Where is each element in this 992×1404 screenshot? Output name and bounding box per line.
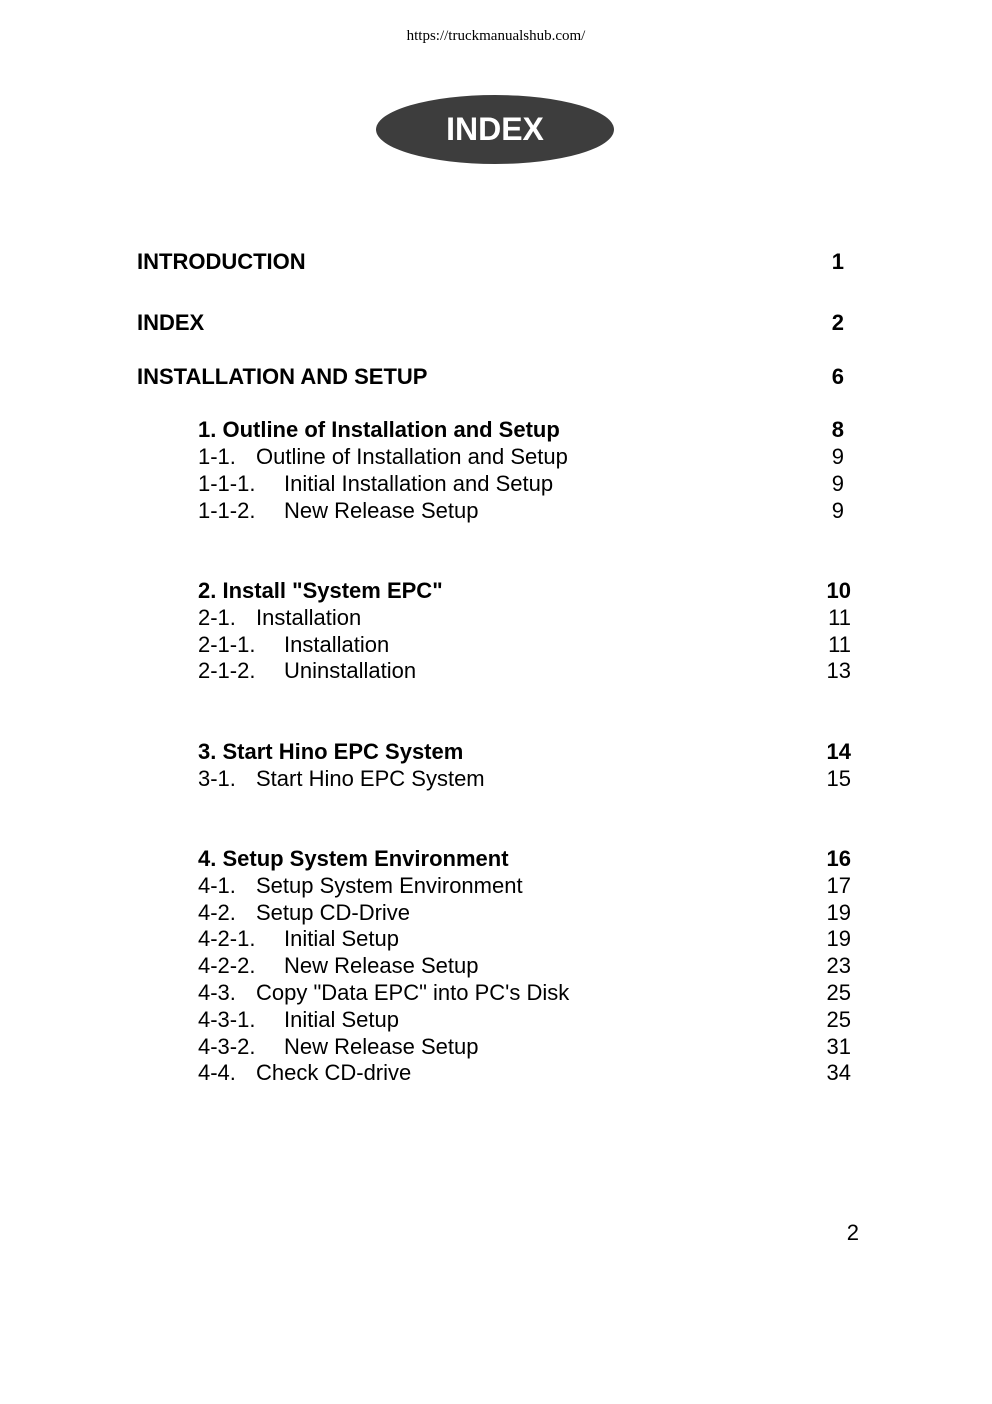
toc-page-number: 17 xyxy=(826,873,851,898)
toc-entry-index[interactable] xyxy=(0,309,992,337)
toc-subsection-4-2-1[interactable] xyxy=(0,925,992,953)
toc-subsection-4-3-1[interactable] xyxy=(0,1006,992,1034)
toc-page-number: 11 xyxy=(828,605,851,630)
toc-label: Initial Setup xyxy=(284,926,399,951)
toc-subsection-1-1-2[interactable] xyxy=(0,497,992,525)
toc-label: New Release Setup xyxy=(284,953,479,978)
page-title: INDEX xyxy=(446,111,544,147)
toc-number: 4-2. xyxy=(198,900,236,925)
toc-number: 2-1-1. xyxy=(198,632,256,657)
toc-subsection-4-3-2[interactable] xyxy=(0,1033,992,1061)
toc-label: Start Hino EPC System xyxy=(256,766,485,791)
toc-subsection-2-1-2[interactable] xyxy=(0,657,992,685)
toc-page-number: 14 xyxy=(826,739,851,764)
toc-number: 1-1-1. xyxy=(198,471,256,496)
toc-subsection-1-1[interactable] xyxy=(0,443,992,471)
toc-number: 4-1. xyxy=(198,873,236,898)
toc-page-number: 16 xyxy=(826,846,851,871)
toc-number: 3-1. xyxy=(198,766,236,791)
toc-label: 1. Outline of Installation and Setup xyxy=(198,417,560,442)
toc-number: 4-4. xyxy=(198,1060,236,1085)
toc-page-number: 2 xyxy=(831,310,844,335)
toc-page-number: 19 xyxy=(826,900,851,925)
toc-subsection-4-1[interactable] xyxy=(0,872,992,900)
toc-subsection-2-1[interactable] xyxy=(0,604,992,632)
toc-label: Check CD-drive xyxy=(256,1060,412,1085)
toc-number: 4-2-1. xyxy=(198,926,256,951)
toc-number: 1-1. xyxy=(198,444,236,469)
toc-subsection-1-1-1[interactable] xyxy=(0,470,992,498)
toc-page-number: 23 xyxy=(826,953,851,978)
toc-page-number: 34 xyxy=(826,1060,851,1085)
toc-label: Outline of Installation and Setup xyxy=(256,444,568,469)
toc-page-number: 10 xyxy=(826,578,851,603)
toc-page-number: 11 xyxy=(828,632,851,657)
toc-label: Installation xyxy=(284,632,390,657)
toc-label: INSTALLATION AND SETUP xyxy=(137,364,428,389)
toc-page-number: 9 xyxy=(831,471,844,496)
toc-entry-introduction[interactable] xyxy=(0,248,992,276)
toc-number: 2-1-2. xyxy=(198,658,256,683)
toc-section-3[interactable] xyxy=(0,738,992,766)
toc-label: 4. Setup System Environment xyxy=(198,846,509,871)
source-url: https://truckmanualshub.com/ xyxy=(406,28,586,44)
toc-label: Uninstallation xyxy=(284,658,417,683)
toc-label: INTRODUCTION xyxy=(137,249,306,274)
toc-label: Installation xyxy=(256,605,362,630)
toc-page-number: 15 xyxy=(826,766,851,791)
index-title-badge xyxy=(376,95,614,164)
toc-entry-installation-and-setup[interactable] xyxy=(0,363,992,391)
toc-subsection-4-3[interactable] xyxy=(0,979,992,1007)
toc-subsection-4-2-2[interactable] xyxy=(0,952,992,980)
toc-label: INDEX xyxy=(137,310,205,335)
toc-label: Copy "Data EPC" into PC's Disk xyxy=(256,980,570,1005)
toc-number: 1-1-2. xyxy=(198,498,256,523)
toc-page-number: 1 xyxy=(831,249,844,274)
toc-section-4[interactable] xyxy=(0,845,992,873)
toc-section-1[interactable] xyxy=(0,416,992,444)
toc-number: 4-2-2. xyxy=(198,953,256,978)
page-number: 2 xyxy=(846,1220,859,1245)
toc-subsection-3-1[interactable] xyxy=(0,765,992,793)
toc-number: 2-1. xyxy=(198,605,236,630)
toc-page-number: 31 xyxy=(826,1034,851,1059)
toc-label: Initial Setup xyxy=(284,1007,399,1032)
toc-page-number: 8 xyxy=(831,417,844,442)
toc-page-number: 19 xyxy=(826,926,851,951)
toc-page-number: 9 xyxy=(831,444,844,469)
toc-subsection-4-4[interactable] xyxy=(0,1059,992,1087)
toc-page-number: 9 xyxy=(831,498,844,523)
toc-number: 4-3-2. xyxy=(198,1034,256,1059)
toc-label: 3. Start Hino EPC System xyxy=(198,739,464,764)
toc-subsection-2-1-1[interactable] xyxy=(0,631,992,659)
toc-number: 4-3. xyxy=(198,980,236,1005)
toc-page-number: 13 xyxy=(826,658,851,683)
toc-page-number: 25 xyxy=(826,1007,851,1032)
toc-label: Initial Installation and Setup xyxy=(284,471,554,496)
toc-section-2[interactable] xyxy=(0,577,992,605)
toc-page-number: 6 xyxy=(831,364,844,389)
toc-label: 2. Install "System EPC" xyxy=(198,578,443,603)
toc-label: New Release Setup xyxy=(284,1034,479,1059)
toc-label: Setup CD-Drive xyxy=(256,900,411,925)
toc-label: New Release Setup xyxy=(284,498,479,523)
toc-number: 4-3-1. xyxy=(198,1007,256,1032)
toc-page-number: 25 xyxy=(826,980,851,1005)
toc-label: Setup System Environment xyxy=(256,873,523,898)
toc-subsection-4-2[interactable] xyxy=(0,899,992,927)
